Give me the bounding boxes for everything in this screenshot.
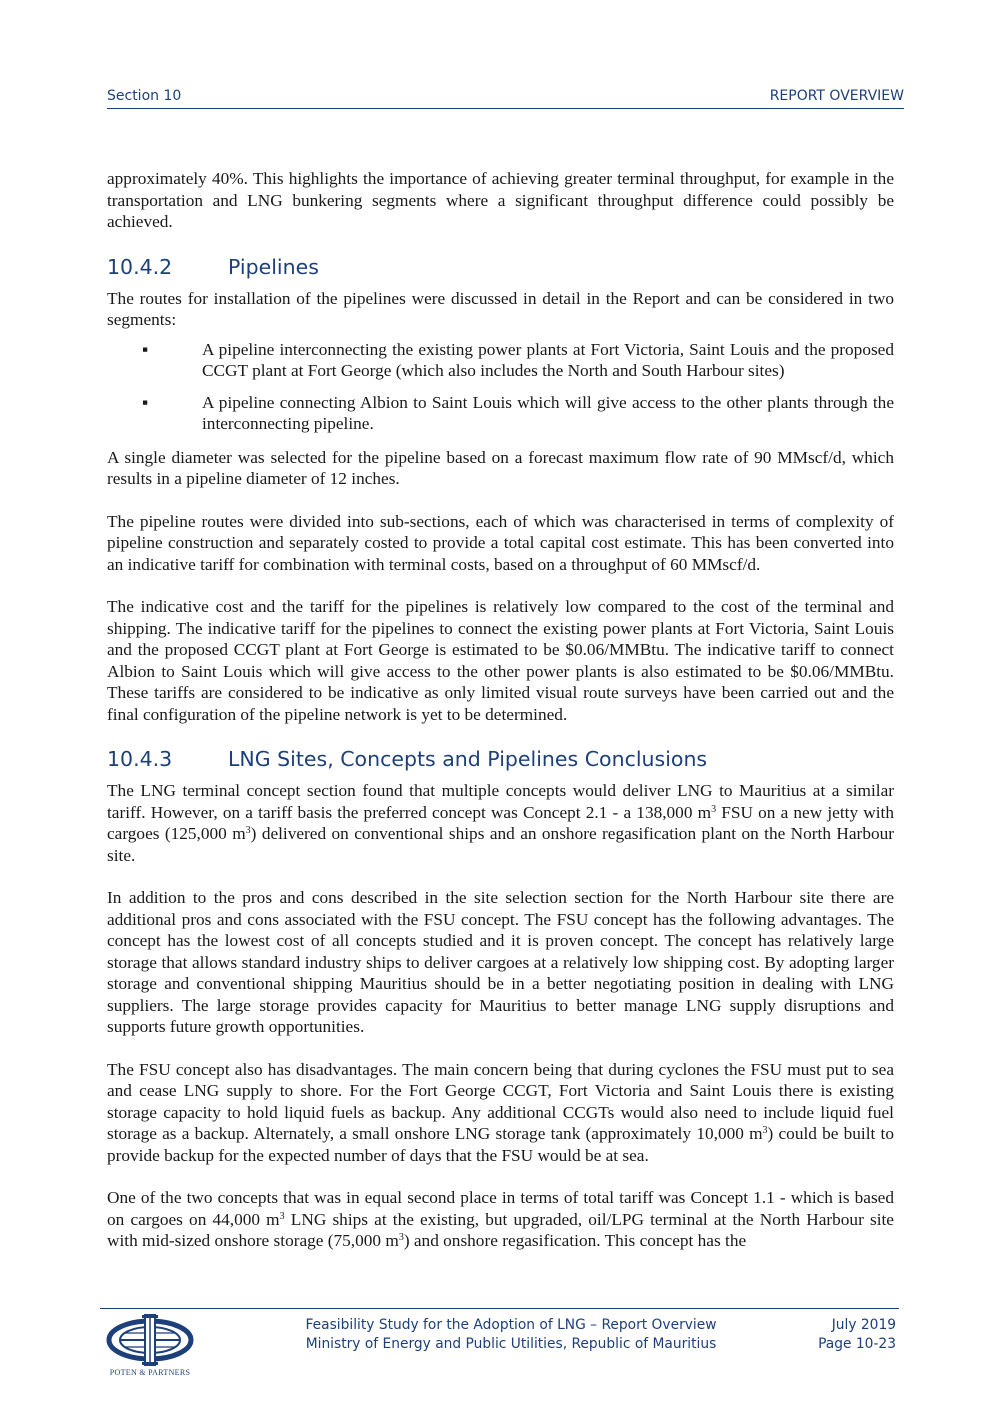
section-heading-conclusions — [107, 746, 894, 772]
footer-date: July 2019 — [831, 1317, 896, 1333]
page-header — [107, 88, 904, 109]
bullet-icon: ▪ — [142, 339, 149, 359]
footer-ministry: Ministry of Energy and Public Utilities, Republic of Mauritius — [305, 1336, 717, 1352]
footer-title: Feasibility Study for the Adoption of LNG – Report Overview — [305, 1317, 717, 1333]
report-label: REPORT OVERVIEW — [769, 88, 904, 104]
heading-title: LNG Sites, Concepts and Pipelines Conclusions — [228, 747, 708, 771]
heading-title: Pipelines — [228, 254, 319, 279]
list-item — [107, 392, 894, 435]
page-number: Page 10-23 — [818, 1336, 896, 1352]
paragraph: In addition to the pros and cons described in the site selection section for the North Harbour site there are additional pros and cons associated with the FSU concept. The FSU concept has the following advantages. The concept has the lowest cost of all concepts studied and it is proven concept. The concept has relatively large storage that allows standard industry ships to deliver cargoes at a relatively low shipping cost. By adopting larger storage and conventional shipping Mauritius should be in a better negotiating position in dealing with LNG suppliers. The large storage provides capacity for Mauritius to better manage LNG supply disruptions and supports future growth opportunities. — [107, 888, 894, 1036]
section-heading-pipelines — [107, 254, 894, 280]
paragraph: One of the two concepts that was in equal second place in terms of total tariff was Concept 1.1 - which is based on cargoes on 44,000 $m^3$ LNG ships at the existing, but upgraded, oil/LPG terminal at the North Harbour site with mid-sized onshore storage (75,000 $m^3$) and onshore regasification. This concept has the — [107, 1188, 894, 1250]
heading-number: 10.4.2 — [107, 254, 173, 279]
intro-paragraph: approximately 40%. This highlights the importance of achieving greater terminal throughput, for example in the transportation and LNG bunkering segments where a significant throughput difference could possibly be achieved. — [107, 169, 894, 231]
list-item — [107, 339, 894, 382]
paragraph: The pipeline routes were divided into sub-sections, each of which was characterised in terms of complexity of pipeline construction and separately costed to provide a total capital cost estimate. This has been converted into an indicative tariff for combination with terminal costs, based on a throughput of 60 MMscf/d. — [107, 511, 894, 574]
bullet-icon: ▪ — [142, 392, 149, 412]
paragraph: The indicative cost and the tariff for the pipelines is relatively low compared to the cost of the terminal and shipping. The indicative tariff for the pipelines to connect the existing power plants at Fort Victoria, Saint Louis and the proposed CCGT plant at Fort George is estimated to be $0.06/MMBtu. The indicative tariff to connect Albion to Saint Louis which will give access to the other power plants is also estimated to be $0.06/MMBtu. These tariffs are considered to be indicative as only limited visual route surveys have been carried out and the final configuration of the pipeline network is yet to be determined. — [107, 597, 894, 724]
paragraph: The FSU concept also has disadvantages. The main concern being that during cyclones the FSU must put to sea and cease LNG supply to shore. For the Fort George CCGT, Fort Victoria and Saint Louis there is existing storage capacity to hold liquid fuels as backup. Any additional CCGTs would also need to include liquid fuel storage as a backup. Alternately, a small onshore LNG storage tank (approximately 10,000 $m^3$) could be built to provide backup for the expected number of days that the FSU would be at sea. — [107, 1059, 894, 1165]
page-body — [107, 168, 894, 1273]
footer-right — [790, 1316, 896, 1354]
bullet-list — [107, 339, 894, 435]
paragraph: A single diameter was selected for the pipeline based on a forecast maximum flow rate of 90 MMscf/d, which results in a pipeline diameter of 12 inches. — [107, 447, 894, 488]
list-item-text: A pipeline connecting Albion to Saint Louis which will give access to the other plants through the interconnecting pipeline. — [202, 392, 894, 433]
list-item-text: A pipeline interconnecting the existing power plants at Fort Victoria, Saint Louis and the proposed CCGT plant at Fort George (which also includes the North and South Harbour sites) — [202, 339, 894, 380]
footer-divider — [100, 1308, 899, 1309]
footer-center — [276, 1316, 746, 1354]
paragraph: The routes for installation of the pipelines were discussed in detail in the Report and can be considered in two segments: — [107, 288, 894, 329]
section-label: Section 10 — [107, 88, 182, 104]
logo-wordmark: POTEN & PARTNERS — [109, 1368, 191, 1377]
heading-number: 10.4.3 — [107, 747, 173, 771]
paragraph: The LNG terminal concept section found that multiple concepts would deliver LNG to Mauritius at a similar tariff. However, on a tariff basis the preferred concept was Concept 2.1 - a 138,000 $m^3$ FSU on a new jetty with cargoes (125,000 $m^3$) delivered on conventional ships and an onshore regasification plant on the North Harbour site. — [107, 781, 894, 865]
